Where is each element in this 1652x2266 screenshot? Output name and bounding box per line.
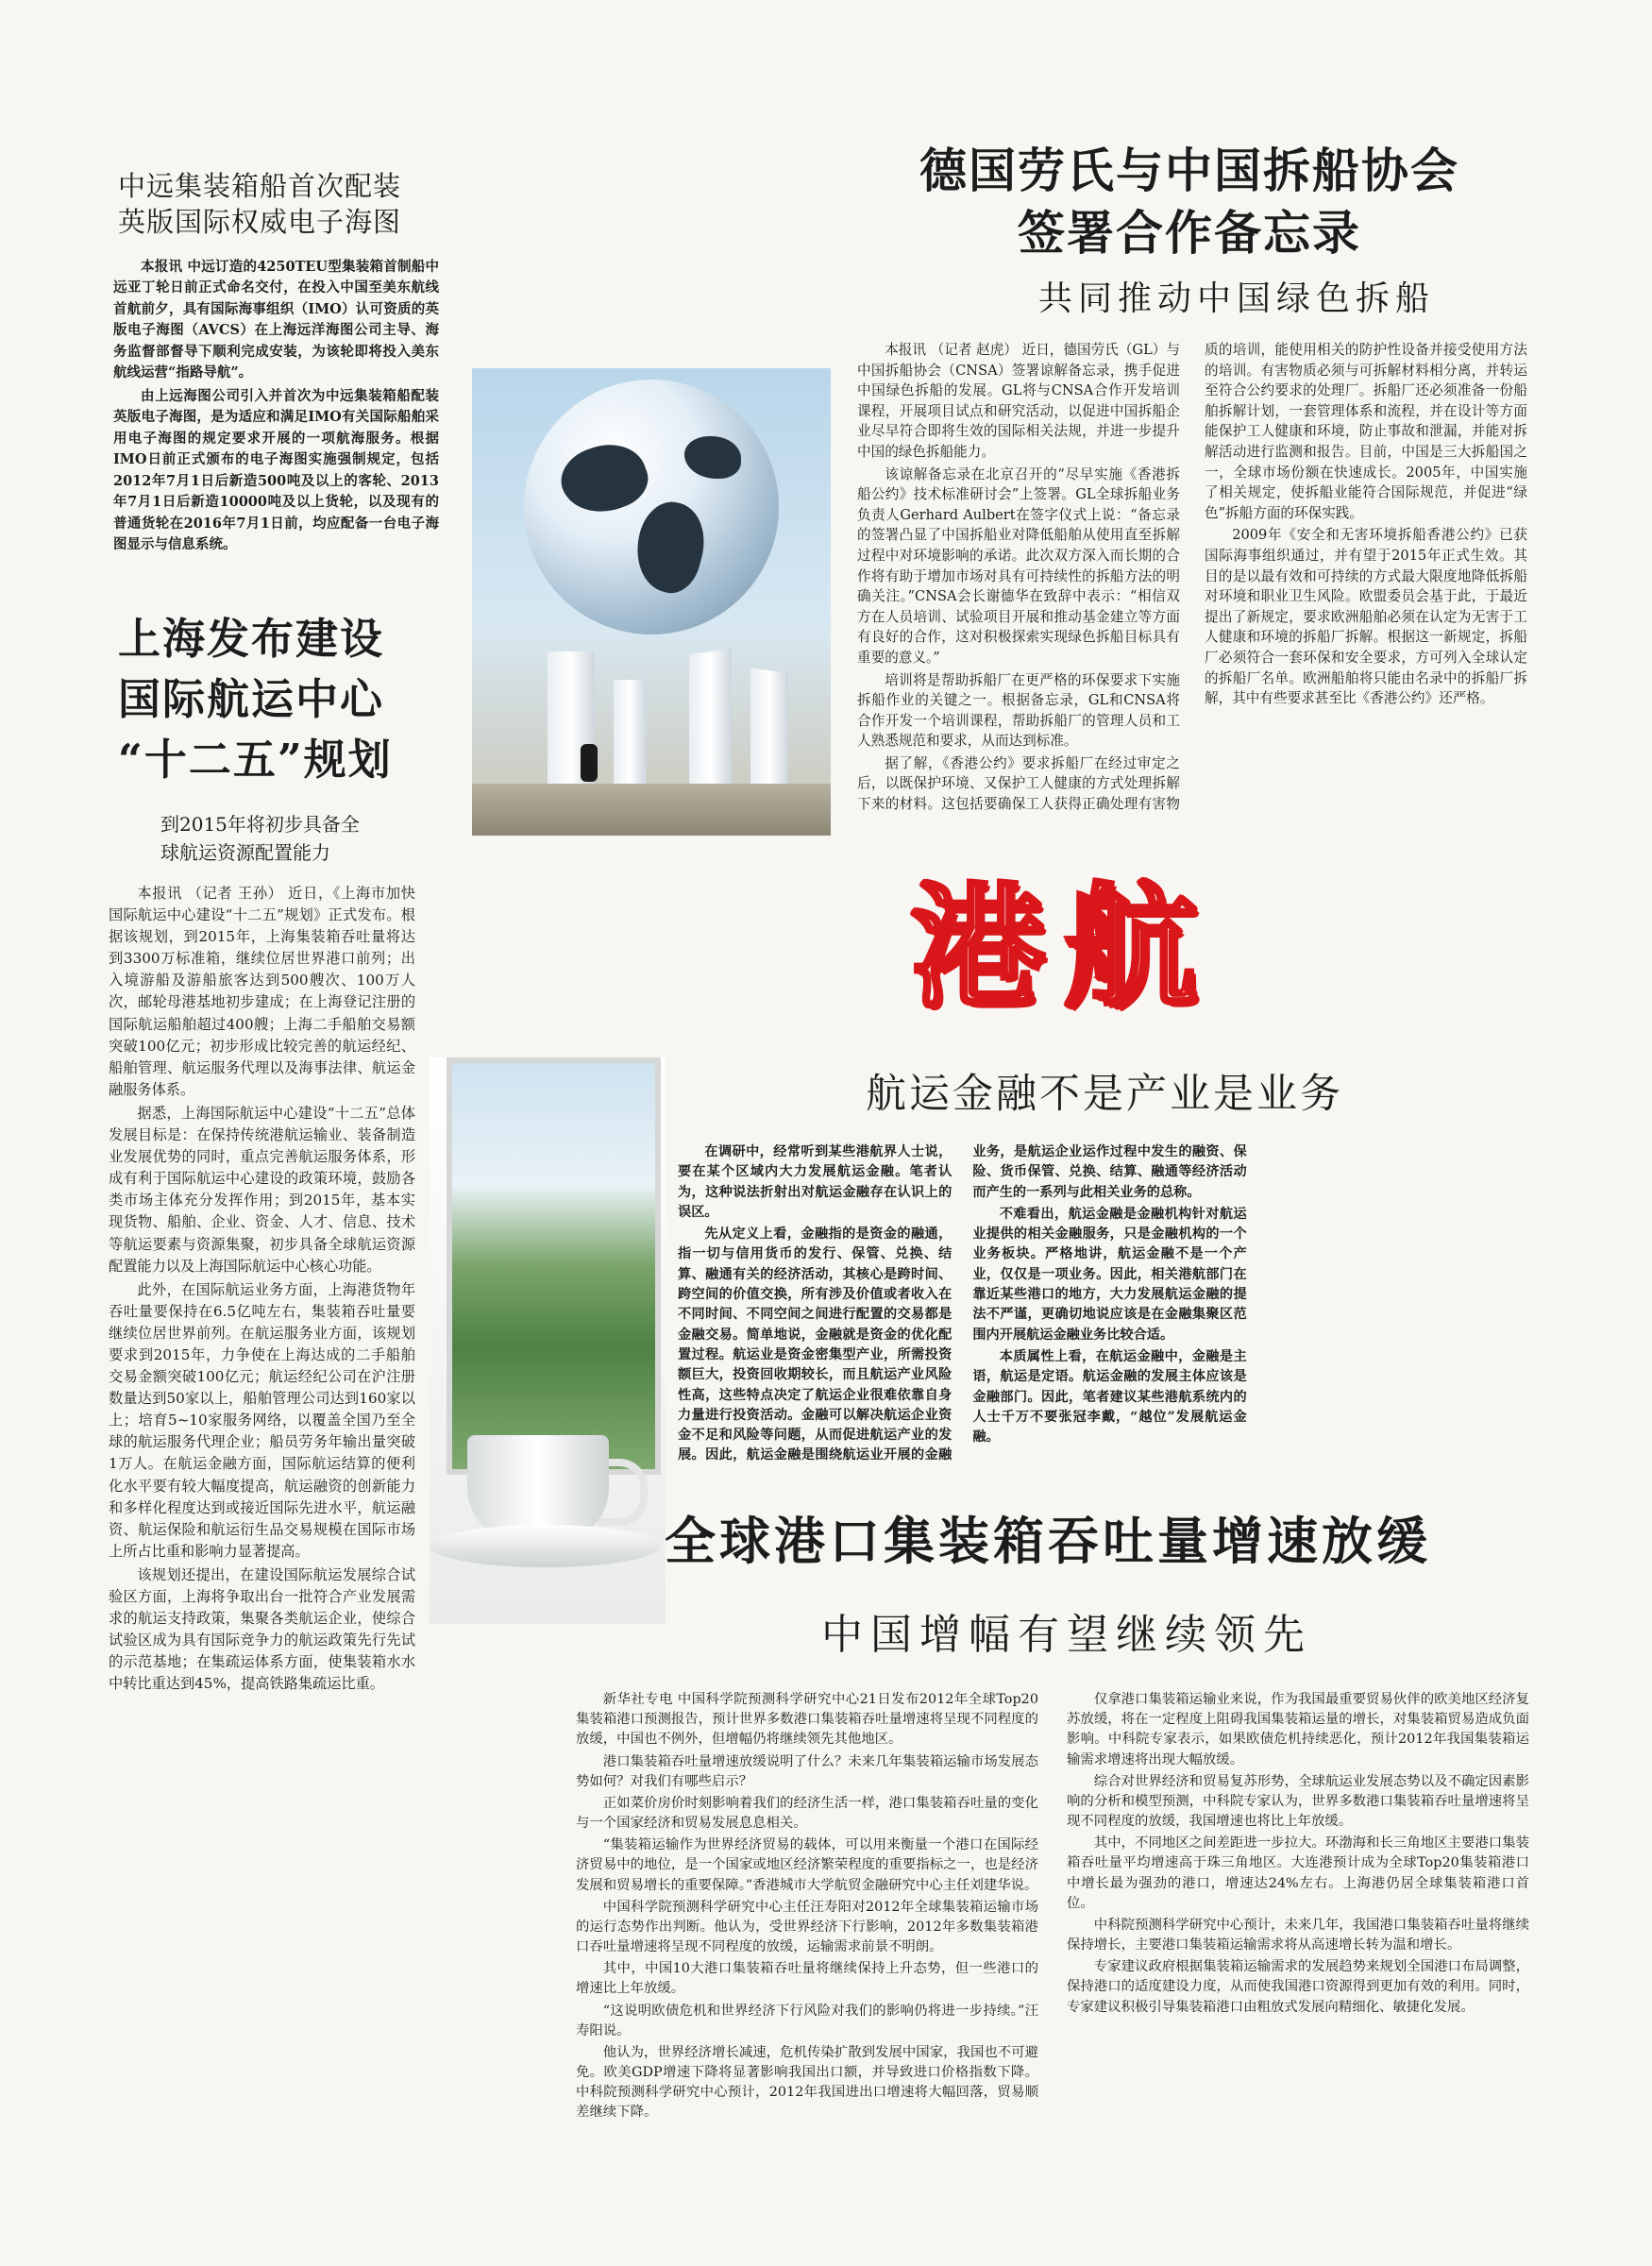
article2-paragraph: 此外，在国际航运业务方面，上海港货物年吞吐量要保持在6.5亿吨左右，集装箱吞吐量要继续位居世界前列。在航运服务业方面，该规划要求到2015年，力争使在上海达成的二手船舶交易金额突破100亿元；航运经纪公司在沪注册数量达到50家以上，船舶管理公司达到160家以上；培育5~10家服务网络，以覆盖全国乃至全球的航运服务代理企业；船员劳务年输出量突破1万人。在航运金融方面，国际航运结算的便利化水平要有较大幅度提高，航运融资的创新能力和多样化程度达到或接近国际先进水平，航运融资、航运保险和航运衍生品交易规模在国际市场上所占比重和影响力显著提高。 [109,1280,415,1560]
article3-paragraph: 据了解，《香港公约》要求拆船厂在经过审定之后，以既保护环境、又保护工人健康的方式处理拆解下来的材料。这包括要确保工人获得正确处理有害物质的培训，能使用相关的防护性设备并接受使用方法的培训。有害物质必须与可拆解材料相分离，并转运至符合公约要求的处理厂。拆船厂还必须准备一份船舶拆解计划，一套管理体系和流程，并在设计等方面能保护工人健康和环境，防止事故和泄漏，并能对拆解活动进行监测和报告。目前，中国是三大拆船国之一，全球市场份额在快速成长。2005年，中国实施了相关规定，使拆船业能符合国际规范，并促进“绿色”拆船方面的环保实践。 [857,342,1527,813]
article2-body [109,883,415,1697]
article2-subtitle-line2: 球航运资源配置能力 [160,841,330,864]
article4-paragraph: 先从定义上看，金融指的是资金的融通，指一切与信用货币的发行、保管、兑换、结算、融通有关的经济活动，其核心是跨时间、跨空间的价值交换，所有涉及价值或者收入在不同时间、不同空间之间进行配置的交易都是金融交易。简单地说，金融就是资金的优化配置过程。航运业是资金密集型产业，所需投资额巨大，投资回收期较长，而且航运产业风险性高，这些特点决定了航运企业很难依靠自身力量进行投资活动。金融可以解决航运企业资金不足和风险等问题，从而促进航运产业的发展。因此，航运金融是围绕航运业开展的金融业务，是航运企业运作过程中发生的融资、保险、货币保管、兑换、结算、融通等经济活动而产生的一系列与此相关业务的总称。 [678,1144,1247,1463]
article3-body [857,340,1527,817]
article2-title-line1: 上海发布建设 [118,614,385,664]
article1-title-line1: 中远集装箱船首次配装 [118,170,402,202]
article2-subtitle [160,810,444,867]
article2-paragraph: 据悉，上海国际航运中心建设“十二五”总体发展目标是：在保持传统港航运输业、装备制造业发展优势的同时，重点完善航运服务体系，形成有利于国际航运中心建设的政策环境，鼓励各类市场主体充分发挥作用；到2015年，基本实现货物、船舶、企业、资金、人才、信息、技术等航运要素与资源集聚，初步具备全球航运资源配置能力以及上海国际航运中心核心功能。 [109,1104,415,1275]
article4-paragraph: 本质属性上看，在航运金融中，金融是主语，航运是定语。航运金融的发展主体应该是金融部门。因此，笔者建议某些港航系统内的人士千万不要张冠李戴，“越位”发展航运金融。 [972,1348,1247,1446]
article2-paragraph: 该规划还提出，在建设国际航运发展综合试验区方面，上海将争取出台一批符合产业发展需求的航运支持政策，集聚各类航运企业，使综合试验区成为具有国际竞争力的航运政策先行先试的示范基地；在集疏运体系方面，使集装箱水水中转比重达到45%，提高铁路集疏运比重。 [109,1565,415,1693]
article5-subtitle: 中国增幅有望继续领先 [821,1611,1312,1659]
article5-paragraph: 综合对世界经济和贸易复苏形势，全球航运业发展态势以及不确定因素影响的分析和模型预测，中科院专家认为，世界多数港口集装箱吞吐量增速将呈现不同程度的放缓，我国增速也将比上年放缓。 [1067,1773,1529,1830]
article2-title [118,609,430,790]
article5-paragraph: 他认为，世界经济增长减速，危机传染扩散到发展中国家，我国也不可避免。欧美GDP增速下降将显著影响我国出口额，并导致进口价格指数下降。中科院预测科学研究中心预计，2012年我国进出口增速将大幅回落，贸易顺差继续下降。 [576,2044,1038,2121]
article5-paragraph: “集装箱运输作为世界经济贸易的载体，可以用来衡量一个港口在国际经济贸易中的地位，是一个国家或地区经济繁荣程度的重要指标之一，也是经济发展和贸易增长的重要保障。”香港城市大学航贸金融研究中心主任刘建华说。 [576,1837,1038,1893]
article5-paragraph: 正如菜价房价时刻影响着我们的经济生活一样，港口集装箱吞吐量的变化与一个国家经济和贸易发展息息相关。 [576,1795,1038,1832]
article5-paragraph: 其中，不同地区之间差距进一步拉大。环渤海和长三角地区主要港口集装箱吞吐量平均增速高于珠三角地区。大连港预计成为全球Top20集装箱港口中增长最为强劲的港口，增速达24%左右。上海港仍居全球集装箱港口首位。 [1067,1835,1529,1911]
section-masthead: 港航 [911,871,1217,1026]
article4-paragraph: 不难看出，航运金融是金融机构针对航运业提供的相关金融服务，只是金融机构的一个业务板块。严格地讲，航运金融不是一个产业，仅仅是一项业务。因此，相关港航部门在靠近某些港口的地方，大力发展航运金融的提法不严谨，更确切地说应该是在金融集聚区范围内开展航运金融业务比较合适。 [972,1206,1247,1343]
article5-paragraph: 中科院预测科学研究中心预计，未来几年，我国港口集装箱吞吐量将继续保持增长，主要港口集装箱运输需求将从高速增长转为温和增长。 [1067,1917,1529,1953]
globe-icon [524,380,779,634]
article2-subtitle-line1: 到2015年将初步具备全 [160,813,360,836]
article3-title [831,140,1548,264]
article1-title [118,168,430,241]
article4-title: 航运金融不是产业是业务 [866,1071,1343,1118]
article5-paragraph: 中国科学院预测科学研究中心主任汪寿阳对2012年全球集装箱运输市场的运行态势作出判断。他认为，受世界经济下行影响，2012年多数集装箱港口吞吐量增速将呈现不同程度的放缓，运输需求前景不明朗。 [576,1899,1038,1955]
article5-paragraph: 港口集装箱吞吐量增速放缓说明了什么？未来几年集装箱运输市场发展态势如何？对我们有哪些启示？ [576,1753,1038,1789]
article3-title-line1: 德国劳氏与中国拆船协会 [919,143,1459,198]
article4-paragraph: 在调研中，经常听到某些港航界人士说，要在某个区域内大力发展航运金融。笔者认为，这种说法折射出对航运金融存在认识上的误区。 [678,1144,952,1220]
article3-subtitle: 共同推动中国绿色拆船 [1037,279,1435,318]
article5-paragraph: “这说明欧债危机和世界经济下行风险对我们的影响仍将进一步持续。”汪寿阳说。 [576,2003,1038,2038]
article1-paragraph: 由上远海图公司引入并首次为中远集装箱船配装英版电子海图，是为适应和满足IMO有关国际船舶采用电子海图的规定要求开展的一项航海服务。根据IMO日前正式颁布的电子海图实施强制规定，包括2012年7月1日后新造500吨及以上的客轮、2013年7月1日后新造10000吨及以上货轮，以及现有的普通货轮在2016年7月1日前，均应配备一台电子海图显示与信息系统。 [113,387,439,553]
article1-paragraph: 本报讯 中远订造的4250TEU型集装箱首制船中远亚丁轮日前正式命名交付，在投入中国至美东航线首航前夕，具有国际海事组织（IMO）认可资质的英版电子海图（AVCS）在上海远洋海图公司主导、海务监督部督导下顺利完成安装，为该轮即将投入美东航线运营“指路导航”。 [113,259,439,381]
article3-paragraph: 2009年《安全和无害环境拆船香港公约》已获国际海事组织通过，并有望于2015年正式生效。其目的是以最有效和可持续的方式最大限度地降低拆船对环境和职业卫生风险。欧盟委员会基于此，于最近提出了新规定，要求欧洲船舶必须在认定为无害于工人健康和环境的拆船厂拆解。根据这一新规定，拆船厂必须符合一套环保和安全要求，方可列入全球认定的拆船厂名单。欧洲船舶将只能由名录中的拆船厂拆解，其中有些要求甚至比《香港公约》还严格。 [1205,527,1527,707]
article2-paragraph: 本报讯 （记者 王孙） 近日，《上海市加快国际航运中心建设“十二五”规划》正式发布。根据该规划，到2015年，上海集装箱吞吐量将达到3300万标准箱，继续位居世界港口前列；出入境游船及游船旅客达到500艘次、100万人次，邮轮母港基地初步建成；在上海登记注册的国际航运船舶超过400艘；上海二手船舶交易额突破100亿元；初步形成比较完善的航运经纪、船舶管理、航运服务代理以及海事法律、航运金融服务体系。 [109,885,415,1098]
article2-title-line2: 国际航运中心 [118,673,385,724]
article1-title-line2: 英版国际权威电子海图 [118,206,402,239]
article3-paragraph: 该谅解备忘录在北京召开的“尽早实施《香港拆船公约》技术标准研讨会”上签署。GL全球拆船业务负责人Gerhard Aulbert在签字仪式上说：“备忘录的签署凸显了中国拆船业对降低船舶从使用直至拆解过程中对环境影响的承诺。此次双方深入而长期的合作将有助于增加市场对具有可持续性的拆船方法的明确关注。”CNSA会长谢德华在致辞中表示：“相信双方在人员培训、试验项目开展和推动基金建立等方面有良好的合作，这对积极探索实现绿色拆船目标具有重要的意义。” [857,465,1180,666]
article5-paragraph: 其中，中国10大港口集装箱吞吐量将继续保持上升态势，但一些港口的增速比上年放缓。 [576,1961,1038,1997]
article5-paragraph: 新华社专电 中国科学院预测科学研究中心21日发布2012年全球Top20集装箱港口预测报告，预计世界多数港口集装箱吞吐量增速将呈现不同程度的放缓，中国也不例外，但增幅仍将继续领先其他地区。 [576,1692,1038,1748]
article5-title: 全球港口集装箱吞吐量增速放缓 [665,1511,1431,1571]
article2-title-line3: “十二五”规划 [118,734,393,785]
window-landscape [447,1057,661,1475]
article4-body [678,1142,1542,1482]
globe-photo [472,368,831,836]
article5-paragraph: 仅拿港口集装箱运输业来说，作为我国最重要贸易伙伴的欧美地区经济复苏放缓，将在一定程度上阻碍我国集装箱运量的增长，对集装箱贸易造成负面影响。中科院专家表示，如果欧债危机持续恶化，预计2012年我国集装箱运输需求增速将出现大幅放缓。 [1067,1692,1529,1767]
article3-paragraph: 培训将是帮助拆船厂在更严格的环保要求下实施拆船作业的关键之一。根据备忘录，GL和CNSA将合作开发一个培训课程，帮助拆船厂的管理人员和工人熟悉规范和要求，从而达到标准。 [857,671,1180,750]
article3-title-line2: 签署合作备忘录 [1018,205,1361,261]
article1-body [113,257,439,558]
article5-paragraph: 专家建议政府根据集装箱运输需求的发展趋势来规划全国港口布局调整，保持港口的适度建设力度，从而使我国港口资源得到更加有效的利用。同时，专家建议积极引导集装箱港口由粗放式发展向精细化、敏捷化发展。 [1067,1959,1529,2015]
article3-paragraph: 本报讯 （记者 赵虎） 近日，德国劳氏（GL）与中国拆船协会（CNSA）签署谅解备忘录，携手促进中国绿色拆船的发展。GL将与CNSA合作开发培训课程，开展项目试点和研究活动，以促进中国拆船企业尽早符合即将生效的国际相关法规，并进一步提升中国的绿色拆船能力。 [857,342,1180,460]
article5-body [576,1690,1529,2134]
